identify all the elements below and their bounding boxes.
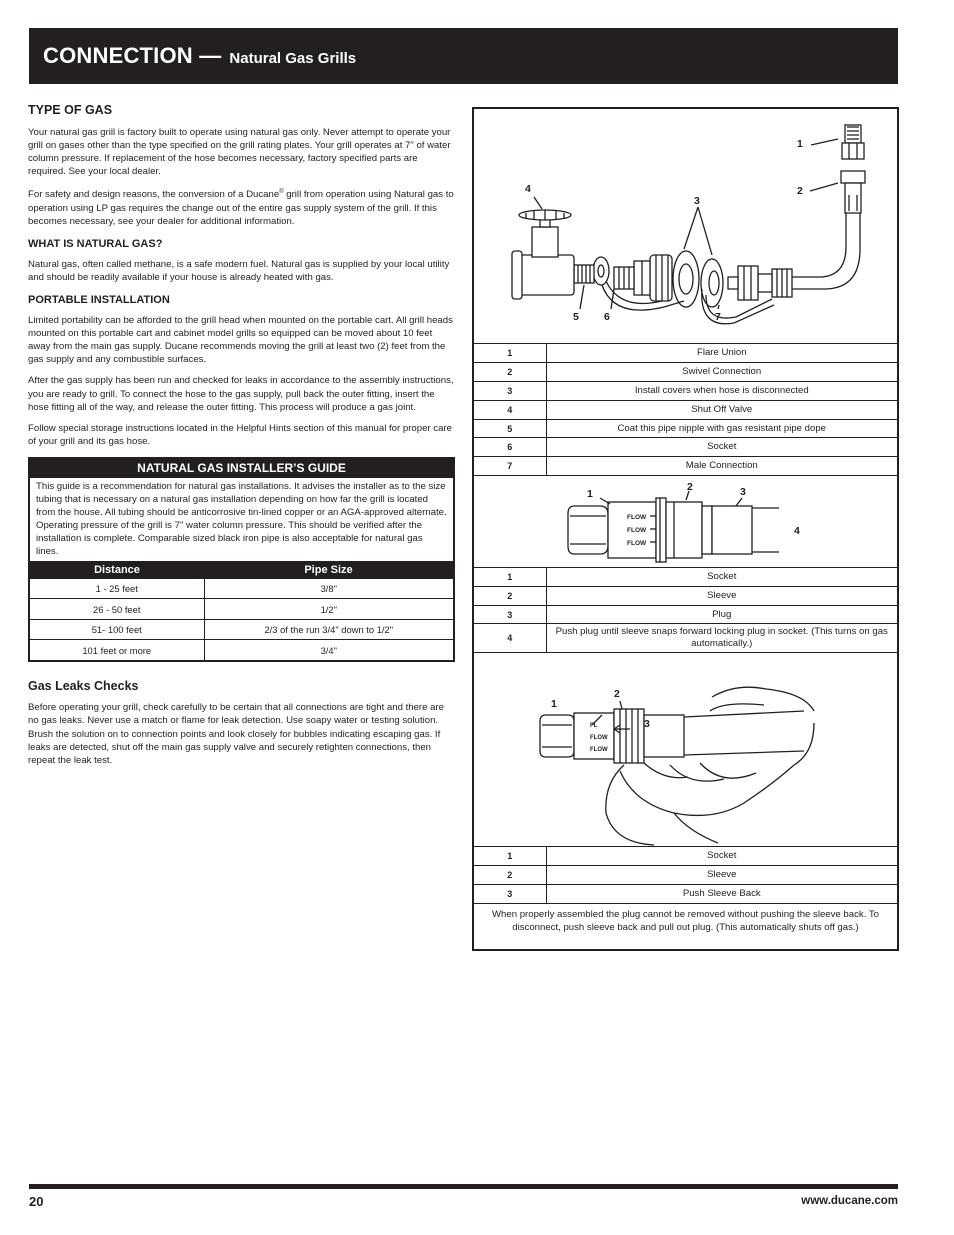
type-of-gas-paragraph-2 [28, 186, 455, 227]
fig1-parts-table [474, 344, 897, 476]
part-number: 5 [474, 419, 546, 438]
part-number: 1 [474, 344, 546, 363]
distance-column-header: Distance [30, 561, 204, 579]
fig3-callout-1: 1 [551, 698, 557, 711]
part-number: 7 [474, 457, 546, 476]
distance-cell: 51- 100 feet [30, 619, 204, 640]
installers-guide-title: NATURAL GAS INSTALLER’S GUIDE [30, 459, 453, 478]
part-label: Sleeve [546, 866, 897, 885]
page-number: 20 [29, 1194, 44, 1209]
table-row [474, 382, 897, 401]
part-label: Push Sleeve Back [546, 885, 897, 904]
part-label: Push plug until sleeve snaps forward locking plug in socket. (This turns on gas automatically.) [546, 624, 897, 653]
installers-guide-text: This guide is a recommendation for natural gas installations. It advises the installer as to the size tubing that is necessary on a natural gas installation depending on how far the grill is located from the house. All tubing should be anticorrosive tin-lined copper or an AGA-approved alternate. Operating pressure of the grill is 7" water column pressure. This should be verified after the installation is complete. Comparable sized black iron pipe is also acceptable for natural gas lines. [36, 480, 447, 557]
flow-label: FLOW [590, 747, 608, 754]
pipe-size-cell: 3/4" [204, 640, 453, 661]
website-url: www.ducane.com [801, 1195, 898, 1207]
distance-cell: 101 feet or more [30, 640, 204, 661]
table-row [30, 578, 453, 599]
what-is-natural-gas-section [28, 238, 455, 284]
fig1-callout-6: 6 [604, 311, 610, 323]
flow-label: FLOW [627, 527, 647, 535]
table-row [474, 568, 897, 587]
part-label: Shut Off Valve [546, 400, 897, 419]
table-row [474, 586, 897, 605]
part-number: 2 [474, 363, 546, 382]
fig1-callout-7: 7 [715, 311, 721, 323]
portable-paragraph-2: After the gas supply has been run and checked for leaks in accordance to the assembly instructions, you are ready to grill. To connect the hose to the gas supply, pull back the outer fitting, insert the hose fitting all of the way, and release the outer fitting. This process will produce a gas joint. [28, 375, 454, 413]
table-row [30, 640, 453, 661]
part-label: Flare Union [546, 344, 897, 363]
table-row [474, 624, 897, 653]
table-row [474, 605, 897, 624]
flow-label: FL [590, 723, 598, 730]
fig2-callout-1: 1 [587, 488, 593, 501]
table-row [474, 438, 897, 457]
table-row [474, 419, 897, 438]
part-number: 1 [474, 568, 546, 587]
page-subtitle: Natural Gas Grills [229, 49, 357, 67]
table-row [30, 599, 453, 620]
table-row [474, 363, 897, 382]
part-label: Socket [546, 847, 897, 866]
fig3-callout-2: 2 [614, 688, 620, 701]
flow-label: FLOW [627, 514, 647, 522]
part-label: Install covers when hose is disconnected [546, 382, 897, 401]
page-header [29, 28, 898, 84]
portable-paragraph-1: Limited portability can be afforded to the grill head when mounted on the portable cart. All grill heads mounted on this portable cart and cabinet model grills so equipped can be moved about 10 feet away from the main gas supply. Ducane recommends moving the grill at least two (2) feet from the gas supply and any combustible surfaces. [28, 315, 453, 366]
type-of-gas-heading: TYPE OF GAS [28, 103, 113, 117]
table-row [474, 344, 897, 363]
table-row [474, 847, 897, 866]
fig2-callout-3: 3 [740, 486, 746, 499]
part-number: 4 [474, 400, 546, 419]
diagram-panel [472, 107, 899, 951]
part-number: 3 [474, 605, 546, 624]
table-row [474, 866, 897, 885]
type-of-gas-paragraph-1: Your natural gas grill is factory built to operate using natural gas only. Never attempt to operate your grill on gases other than the type specified on the grill rating plates. Your grill operates at 7" of water column pressure. If replacement of the hose becomes necessary, factory specified parts are required. See your local dealer. [28, 127, 451, 178]
part-number: 4 [474, 624, 546, 653]
fig2-callout-2: 2 [687, 481, 693, 494]
pipe-size-table [30, 561, 453, 661]
what-is-natural-gas-heading: WHAT IS NATURAL GAS? [28, 237, 163, 250]
part-label: Sleeve [546, 586, 897, 605]
disconnect-hand-illustration [474, 653, 897, 846]
distance-cell: 26 - 50 feet [30, 599, 204, 620]
fig1-callout-1: 1 [797, 138, 803, 150]
flow-label: FLOW [627, 540, 647, 548]
footer-rule [29, 1184, 898, 1189]
hose-assembly-figure [474, 109, 897, 344]
pipe-size-column-header: Pipe Size [204, 561, 453, 579]
pipe-size-cell: 1/2" [204, 599, 453, 620]
pipe-size-cell: 2/3 of the run 3/4" down to 1/2" [204, 619, 453, 640]
table-row [30, 619, 453, 640]
portable-paragraph-3: Follow special storage instructions located in the Helpful Hints section of this manual for proper care of your grill and its gas hose. [28, 422, 452, 447]
fig3-parts-table [474, 846, 897, 903]
table-row [474, 885, 897, 904]
left-column [28, 103, 455, 775]
type-of-gas-p2-start: For safety and design reasons, the conversion of a Ducane [28, 189, 280, 201]
fig1-callout-3: 3 [694, 195, 700, 207]
disconnect-figure [474, 653, 897, 846]
plug-connection-figure [474, 476, 897, 567]
fig3-callout-3: 3 [644, 718, 650, 731]
gas-leaks-section [28, 679, 455, 766]
portable-installation-section [28, 294, 455, 448]
table-row [474, 457, 897, 476]
registered-mark: ® [279, 189, 284, 196]
flow-label: FLOW [590, 735, 608, 742]
part-number: 6 [474, 438, 546, 457]
plug-connection-illustration [474, 476, 897, 567]
part-label: Male Connection [546, 457, 897, 476]
fig2-callout-4: 4 [794, 525, 800, 538]
disconnect-note: When properly assembled the plug cannot be removed without pushing the sleeve back. To disconnect, push sleeve back and pull out plug. (This automatically shuts off gas.) [491, 908, 879, 933]
part-label: Coat this pipe nipple with gas resistant pipe dope [546, 419, 897, 438]
gas-leaks-paragraph: Before operating your grill, check carefully to be certain that all connections are tight and there are no gas leaks. Never use a match or flame for leak detection. Use soapy water or testing solution. Brush the solution on to connection points and look closely for bubbles indicating escaping gas. If leaks are detected, shut off the main gas supply valve and securely retighten connections, then repeat the leak test. [28, 702, 444, 766]
what-is-natural-gas-paragraph: Natural gas, often called methane, is a safe modern fuel. Natural gas is supplied by your local utility and should be readily available if your house is already heated with gas. [28, 258, 450, 283]
part-number: 3 [474, 885, 546, 904]
part-number: 3 [474, 382, 546, 401]
fig1-callout-4: 4 [525, 183, 531, 195]
page-title: CONNECTION — [43, 43, 222, 68]
hose-assembly-illustration [474, 109, 897, 343]
type-of-gas-p2-end: grill from operation using Natural gas to operation using LP gas requires the change out of the entire gas supply system of the grill. If this becomes necessary, see your dealer for additional information. [28, 189, 454, 227]
part-number: 1 [474, 847, 546, 866]
gas-leaks-heading: Gas Leaks Checks [28, 679, 139, 694]
distance-cell: 1 - 25 feet [30, 578, 204, 599]
portable-installation-heading: PORTABLE INSTALLATION [28, 294, 170, 307]
part-label: Swivel Connection [546, 363, 897, 382]
part-number: 2 [474, 866, 546, 885]
type-of-gas-section [28, 103, 455, 228]
fig2-parts-table [474, 567, 897, 653]
fig1-callout-5: 5 [573, 311, 579, 323]
part-label: Socket [546, 438, 897, 457]
installers-guide-box [28, 457, 455, 663]
pipe-size-cell: 3/8" [204, 578, 453, 599]
fig1-callout-2: 2 [797, 185, 803, 197]
part-label: Plug [546, 605, 897, 624]
part-label: Socket [546, 568, 897, 587]
table-row [474, 400, 897, 419]
part-number: 2 [474, 586, 546, 605]
